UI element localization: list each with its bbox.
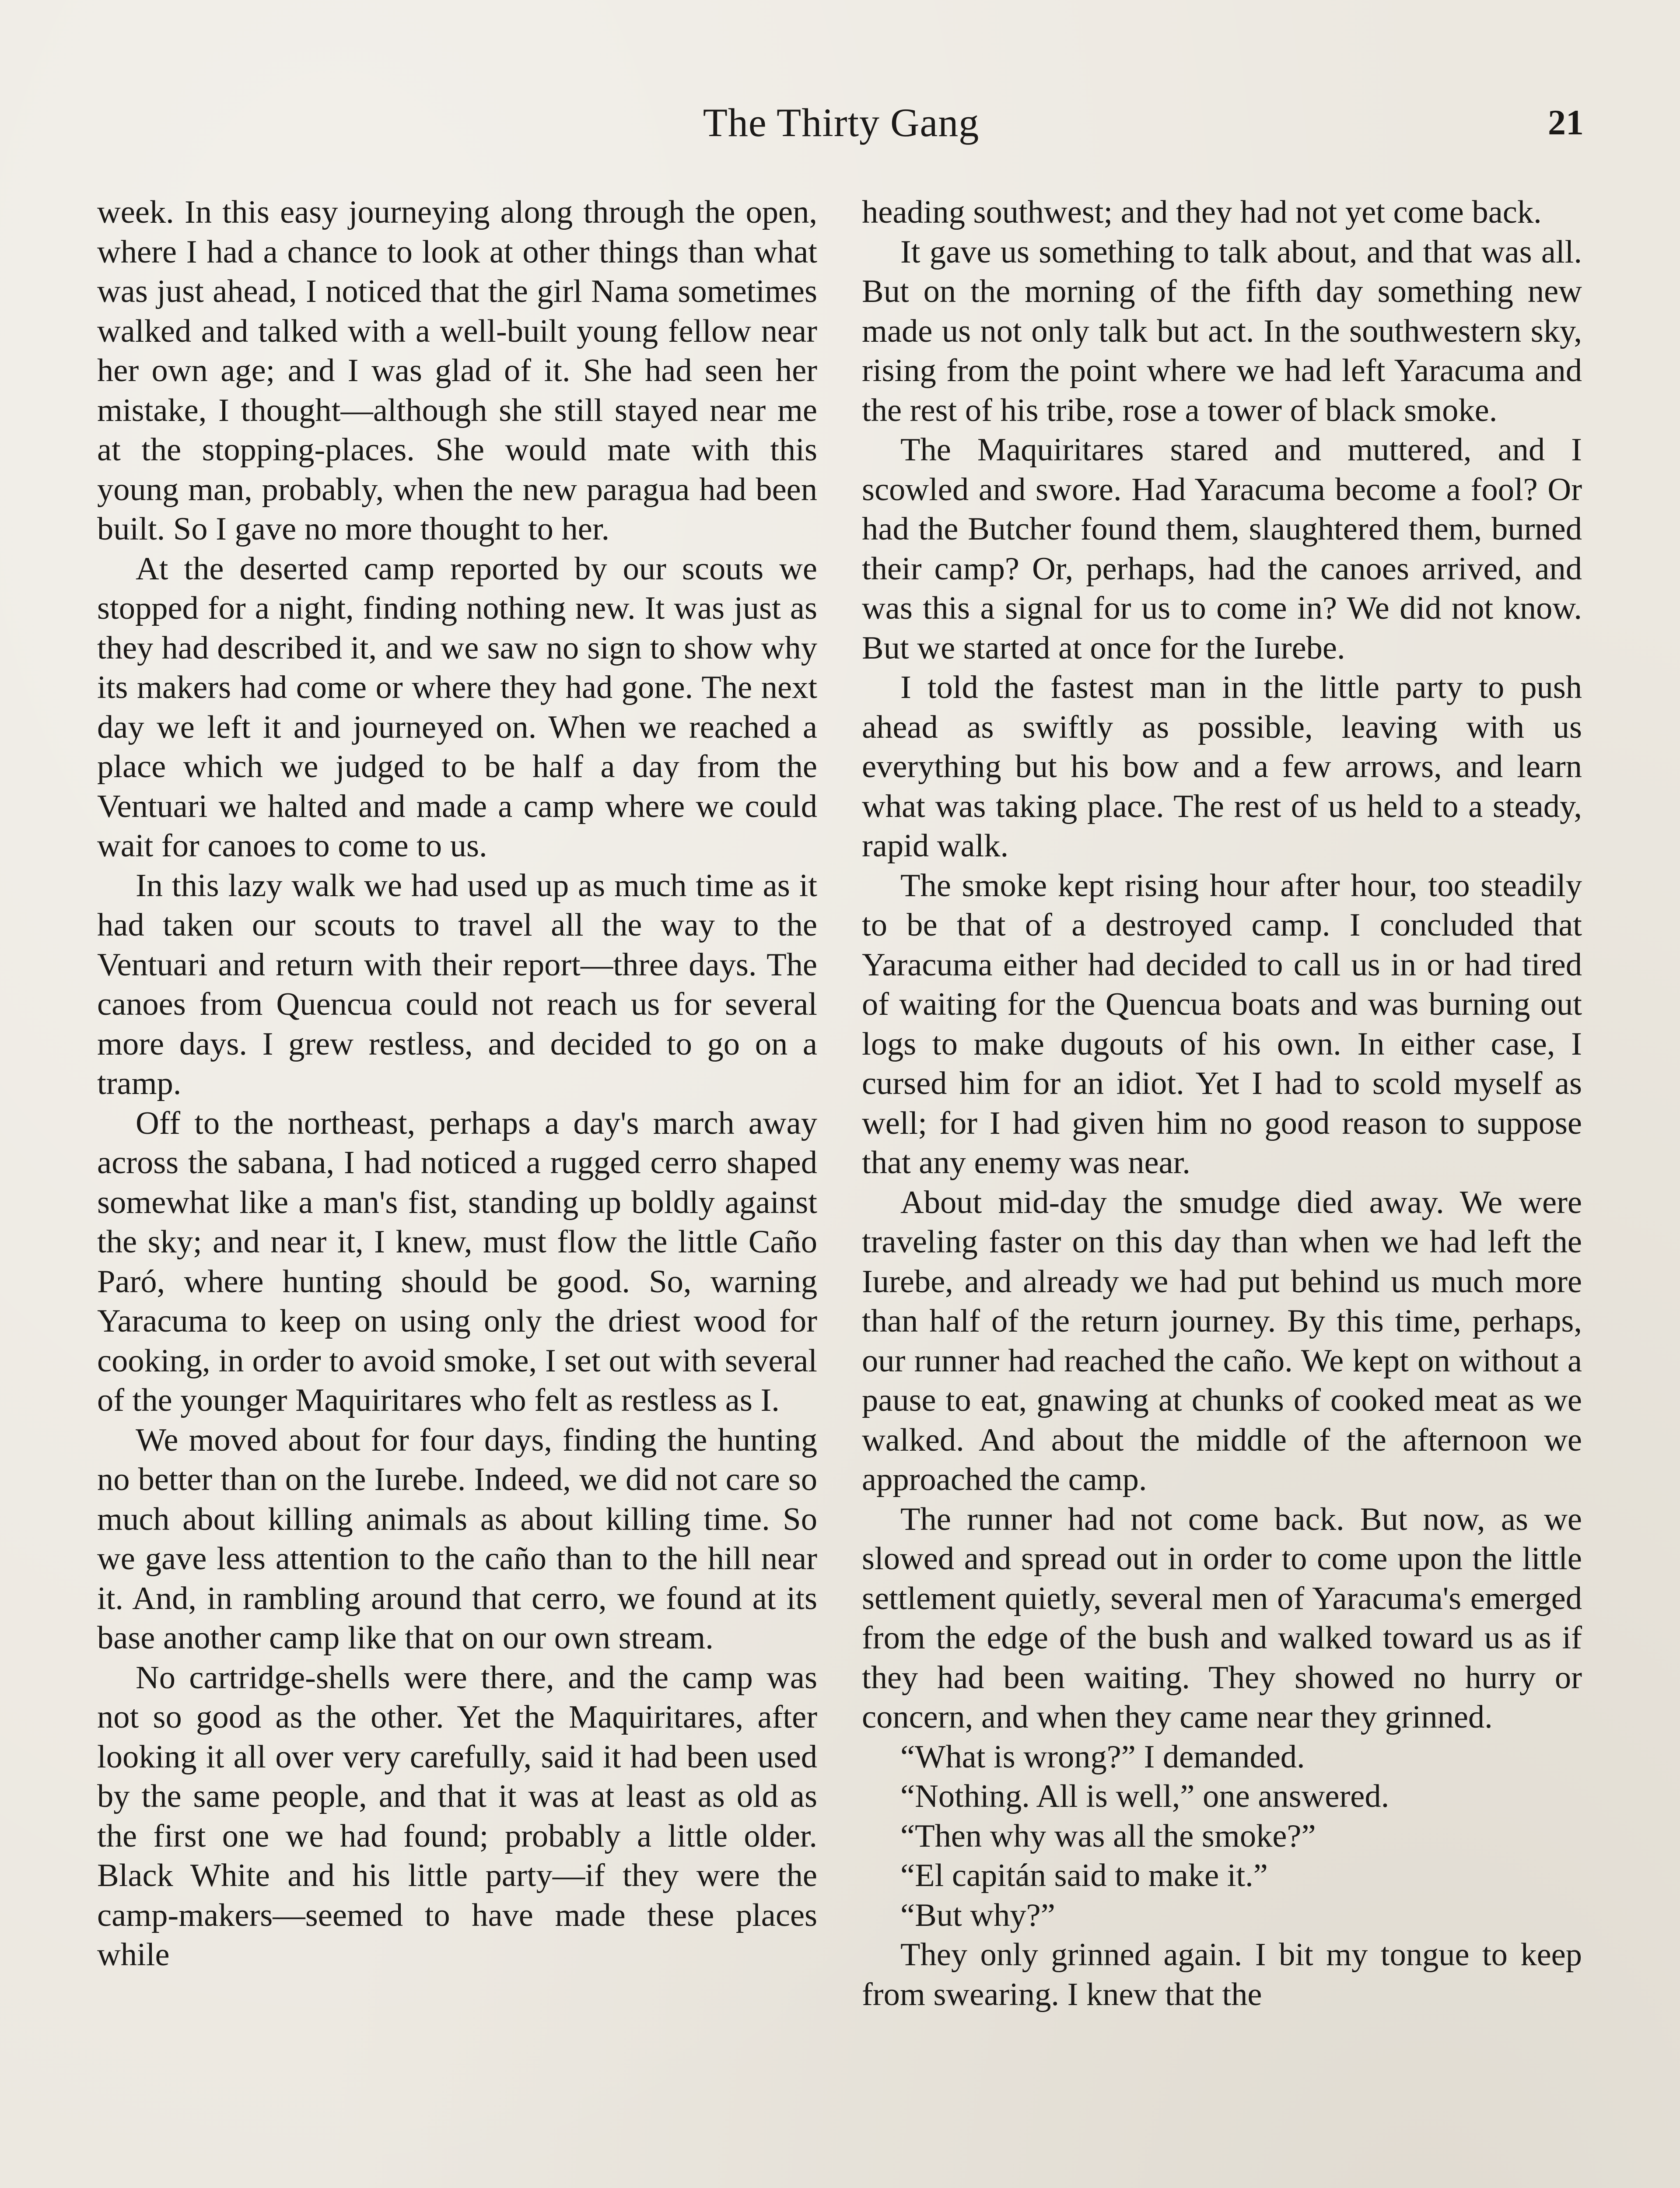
page-header — [98, 90, 1584, 155]
paragraph: No cartridge-shells were there, and the camp was not so good as the other. Yet the Maquiritares, after looking it all over very carefully, said it had been used by the same people, and that it was at least as old as the first one we had found; probably a little older. Black White and his little party—if they were the camp-makers—seemed to have made these places while — [97, 1659, 817, 1973]
paragraph: In this lazy walk we had used up as much time as it had taken our scouts to travel all the way to the Ventuari and return with their report—three days. The canoes from Quencua could not reach us for several more days. I grew restless, and decided to go on a tramp. — [97, 867, 817, 1101]
paragraph: heading southwest; and they had not yet come back. — [862, 194, 1542, 230]
paragraph: We moved about for four days, finding the hunting no better than on the Iurebe. Indeed, we did not care so much about killing animals as about killing time. So we gave less attention to the caño than to the hill near it. And, in rambling around that cerro, we found at its base another camp like that on our own stream. — [97, 1422, 817, 1656]
paragraph: At the deserted camp reported by our scouts we stopped for a night, finding nothing new. It was just as they had described it, and we saw no sign to show why its makers had come or where they had gone. The next day we left it and journeyed on. When we reached a place which we judged to be half a day from the Ventuari we halted and made a camp where we could wait for canoes to come to us. — [97, 551, 817, 864]
paragraph: The runner had not come back. But now, as we slowed and spread out in order to come upon the little settlement quietly, several men of Yaracuma's emerged from the edge of the bush and walked toward us as if they had been waiting. They showed no hurry or concern, and when they came near they grinned. — [862, 1501, 1582, 1735]
running-title: The Thirty Gang — [703, 100, 980, 145]
left-column — [97, 193, 817, 1975]
paragraph: They only grinned again. I bit my tongue to keep from swearing. I knew that the — [862, 1937, 1582, 2013]
dialogue-line: “Then why was all the smoke?” — [900, 1818, 1316, 1854]
paragraph: week. In this easy journeying along through the open, where I had a chance to look at other things than what was just ahead, I noticed that the girl Nama sometimes walked and talked with a well-built young fellow near her own age; and I was glad of it. She had seen her mistake, I thought—although she still stayed near me at the stopping-places. She would mate with this young man, probably, when the new paragua had been built. So I gave no more thought to her. — [97, 194, 817, 547]
dialogue-line: “What is wrong?” I demanded. — [900, 1739, 1305, 1775]
dialogue-line: “But why?” — [900, 1897, 1055, 1933]
paragraph: The smoke kept rising hour after hour, too steadily to be that of a destroyed camp. I concluded that Yaracuma either had decided to call us in or had tired of waiting for the Quencua boats and was burning out logs to make dugouts of his own. In either case, I cursed him for an idiot. Yet I had to scold myself as well; for I had given him no good reason to suppose that any enemy was near. — [862, 867, 1582, 1181]
paragraph: The Maquiritares stared and muttered, and I scowled and swore. Had Yaracuma become a fool? Or had the Butcher found them, slaughtered them, burned their camp? Or, perhaps, had the canoes arrived, and was this a signal for us to come in? We did not know. But we started at once for the Iurebe. — [862, 432, 1582, 666]
page-number: 21 — [1548, 102, 1584, 142]
paragraph: It gave us something to talk about, and that was all. But on the morning of the fifth day something new made us not only talk but act. In the southwestern sky, rising from the point where we had left Yaracuma and the rest of his tribe, rose a tower of black smoke. — [862, 234, 1582, 428]
paragraph: I told the fastest man in the little party to push ahead as swiftly as possible, leaving with us everything but his bow and a few arrows, and learn what was taking place. The rest of us held to a steady, rapid walk. — [862, 670, 1582, 864]
right-column — [862, 193, 1582, 2014]
dialogue-line: “El capitán said to make it.” — [900, 1858, 1268, 1893]
dialogue-line: “Nothing. All is well,” one answered. — [900, 1778, 1390, 1814]
paragraph: About mid-day the smudge died away. We were traveling faster on this day than when we had left the Iurebe, and already we had put behind us much more than half of the return journey. By this time, perhaps, our runner had reached the caño. We kept on without a pause to eat, gnawing at chunks of cooked meat as we walked. And about the middle of the afternoon we approached the camp. — [862, 1184, 1582, 1497]
paragraph: Off to the northeast, perhaps a day's march away across the sabana, I had noticed a rugged cerro shaped somewhat like a man's fist, standing up boldly against the sky; and near it, I knew, must flow the little Caño Paró, where hunting should be good. So, warning Yaracuma to keep on using only the driest wood for cooking, in order to avoid smoke, I set out with several of the younger Maquiritares who felt as restless as I. — [97, 1105, 817, 1418]
